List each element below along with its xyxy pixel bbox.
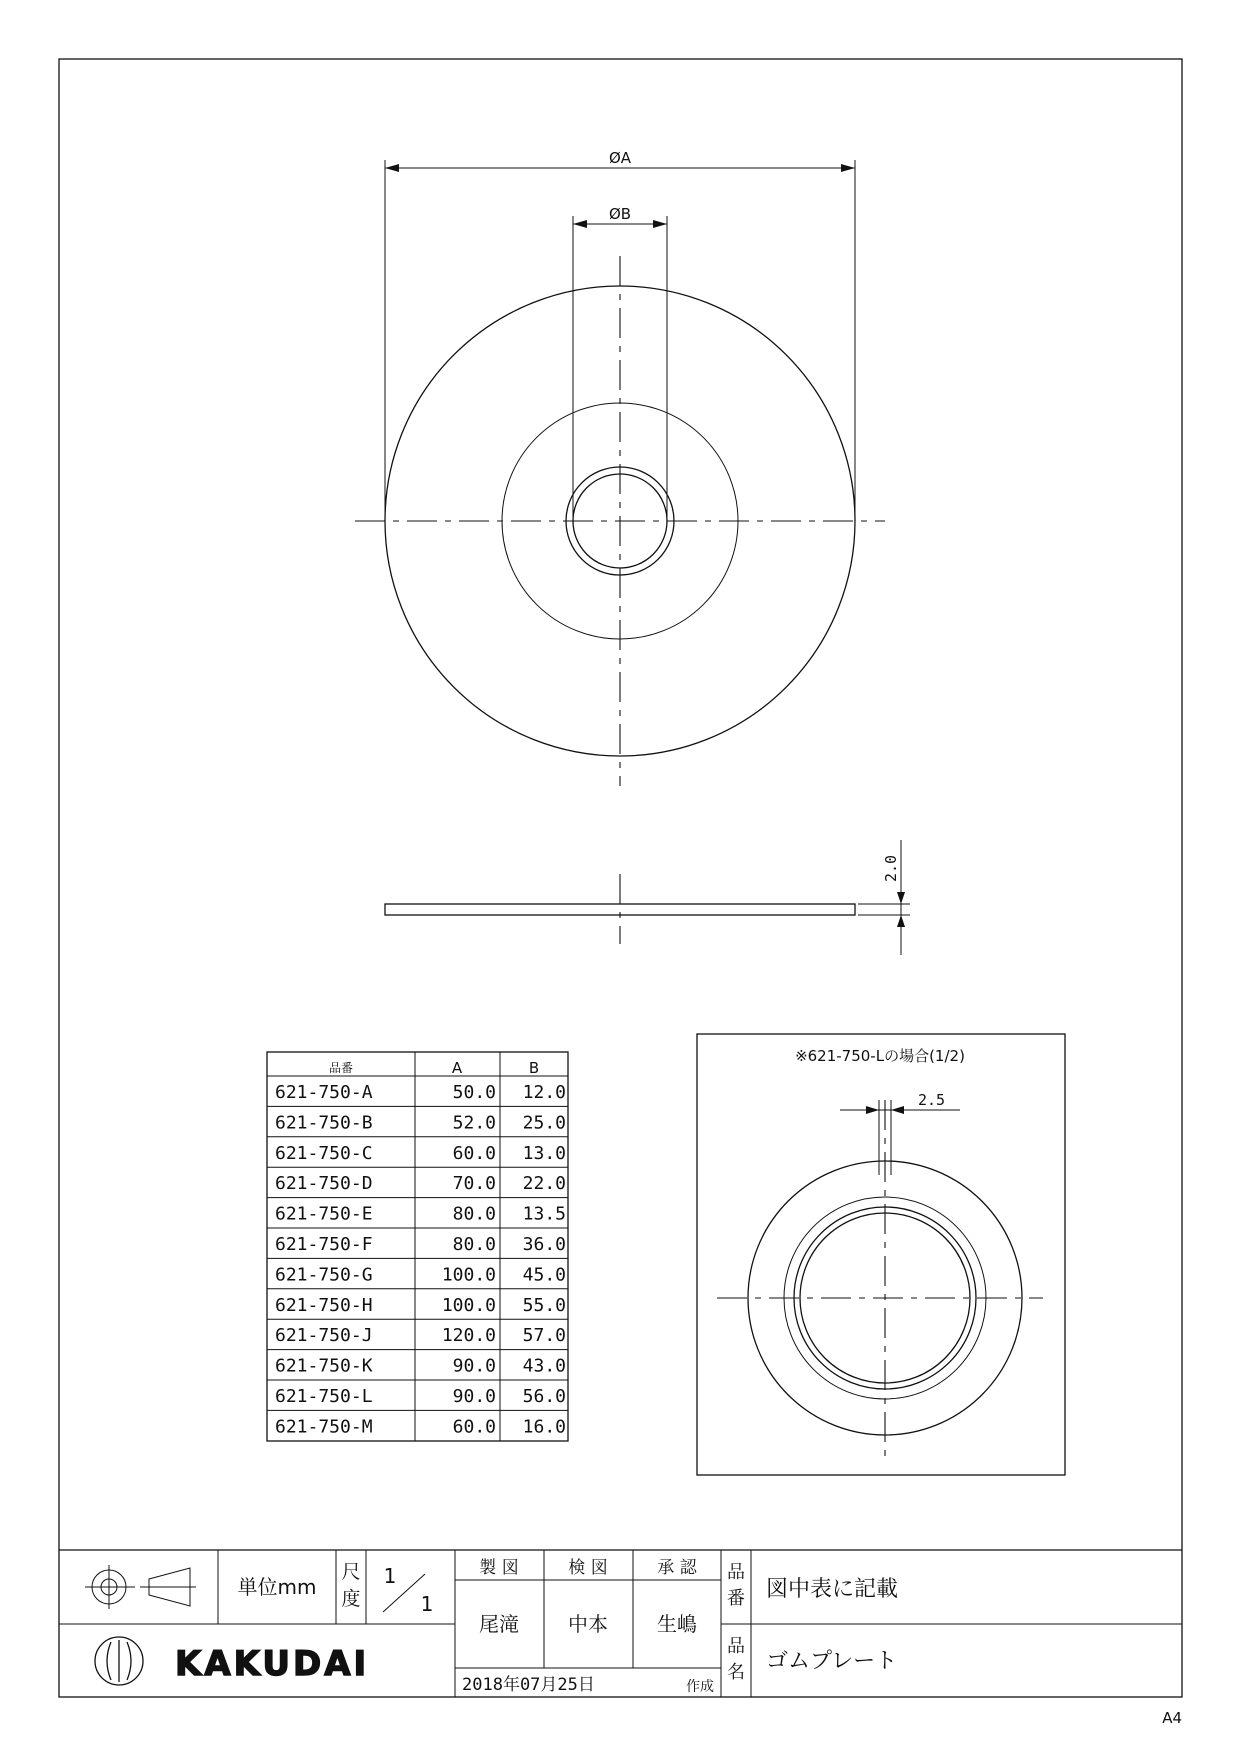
- table-cell: 120.0: [441, 1325, 496, 1347]
- paper-size: A4: [1162, 1709, 1182, 1727]
- table-cell: 80.0: [452, 1234, 496, 1255]
- scale-denominator: 1: [420, 1592, 434, 1616]
- table-cell: 57.0: [522, 1325, 566, 1347]
- table-cell: 90.0: [452, 1386, 496, 1407]
- table-cell: 621-750-K: [275, 1355, 373, 1377]
- part-name-label-1: 品: [727, 1636, 745, 1657]
- kakudai-logo-icon: [95, 1637, 143, 1685]
- table-cell: 55.0: [522, 1294, 566, 1316]
- table-cell: 43.0: [522, 1355, 566, 1377]
- scale-label-2: 度: [341, 1588, 361, 1610]
- unit-label: 単位mm: [237, 1575, 317, 1599]
- table-cell: 621-750-F: [275, 1234, 373, 1255]
- dim-b-label: ØB: [608, 205, 632, 223]
- drawn-by: 尾滝: [479, 1612, 519, 1636]
- detail-frame: [697, 1034, 1065, 1475]
- table-cell: 90.0: [452, 1355, 496, 1377]
- table-cell: 25.0: [522, 1112, 566, 1134]
- table-cell: 50.0: [452, 1082, 496, 1103]
- table-cell: 621-750-A: [275, 1082, 373, 1103]
- side-view: [385, 840, 910, 955]
- table-cell: 52.0: [452, 1112, 496, 1134]
- part-name-value: ゴムプレート: [766, 1649, 898, 1674]
- title-block: [59, 1550, 1182, 1697]
- brand-name: KAKUDAI: [175, 1644, 370, 1684]
- thickness-arrow-bottom: [897, 915, 905, 927]
- table-cell: 16.0: [522, 1416, 566, 1438]
- table-cell: 621-750-E: [275, 1203, 373, 1225]
- top-view: [355, 149, 885, 786]
- dimension-table: [267, 1052, 568, 1441]
- table-cell: 60.0: [452, 1416, 496, 1438]
- table-cell: 60.0: [452, 1142, 496, 1164]
- checked-label: 検 図: [568, 1558, 608, 1578]
- detail-title: ※621-750-Lの場合(1/2): [795, 1047, 965, 1065]
- table-cell: 621-750-D: [275, 1173, 373, 1195]
- detail-arrow-left: [866, 1106, 879, 1114]
- detail-view: [697, 1034, 1065, 1475]
- date-suffix: 作成: [686, 1679, 714, 1695]
- scale-numerator: 1: [383, 1564, 397, 1588]
- part-no-label-1: 品: [727, 1562, 745, 1583]
- approved-by: 生嶋: [657, 1612, 697, 1636]
- table-cell: 56.0: [522, 1386, 566, 1407]
- table-cell: 45.0: [522, 1264, 566, 1286]
- table-cell: 100.0: [441, 1294, 496, 1316]
- dim-b-arrow-left: [573, 220, 587, 228]
- dim-a-arrow-right: [841, 164, 855, 172]
- dim-a-arrow-left: [385, 164, 399, 172]
- table-cell: 621-750-M: [275, 1416, 373, 1438]
- detail-dim-label: 2.5: [918, 1091, 946, 1109]
- table-header-b: B: [528, 1059, 540, 1077]
- table-cell: 70.0: [452, 1173, 496, 1195]
- dim-a-label: ØA: [608, 149, 632, 167]
- thickness-arrow-top: [897, 892, 905, 904]
- projection-symbol-icon: [85, 1565, 196, 1609]
- dim-b-arrow-right: [653, 220, 667, 228]
- drawn-label: 製 図: [479, 1558, 519, 1578]
- thickness-label: 2.0: [882, 854, 900, 882]
- table-cell: 36.0: [522, 1234, 566, 1255]
- table-cell: 12.0: [522, 1082, 566, 1103]
- part-no-label-2: 番: [727, 1588, 745, 1609]
- part-name-label-2: 名: [727, 1662, 745, 1683]
- approved-label: 承 認: [657, 1558, 697, 1578]
- table-cell: 621-750-C: [275, 1142, 373, 1164]
- table-cell: 22.0: [522, 1173, 566, 1195]
- table-cell: 621-750-J: [275, 1325, 373, 1347]
- table-cell: 80.0: [452, 1203, 496, 1225]
- table-cell: 13.5: [522, 1203, 566, 1225]
- checked-by: 中本: [568, 1612, 608, 1636]
- table-cell: 100.0: [441, 1264, 496, 1286]
- table-header-part-no: 品番: [328, 1061, 354, 1075]
- table-cell: 621-750-L: [275, 1386, 373, 1407]
- table-cell: 621-750-H: [275, 1294, 373, 1316]
- part-no-value: 図中表に記載: [766, 1577, 899, 1602]
- table-header-a: A: [451, 1059, 463, 1077]
- table-cell: 621-750-B: [275, 1112, 373, 1134]
- scale-label-1: 尺: [341, 1561, 361, 1583]
- detail-arrow-right: [891, 1106, 904, 1114]
- table-cell: 621-750-G: [275, 1264, 373, 1286]
- drawing-date: 2018年07月25日: [462, 1675, 595, 1695]
- table-cell: 13.0: [522, 1142, 566, 1164]
